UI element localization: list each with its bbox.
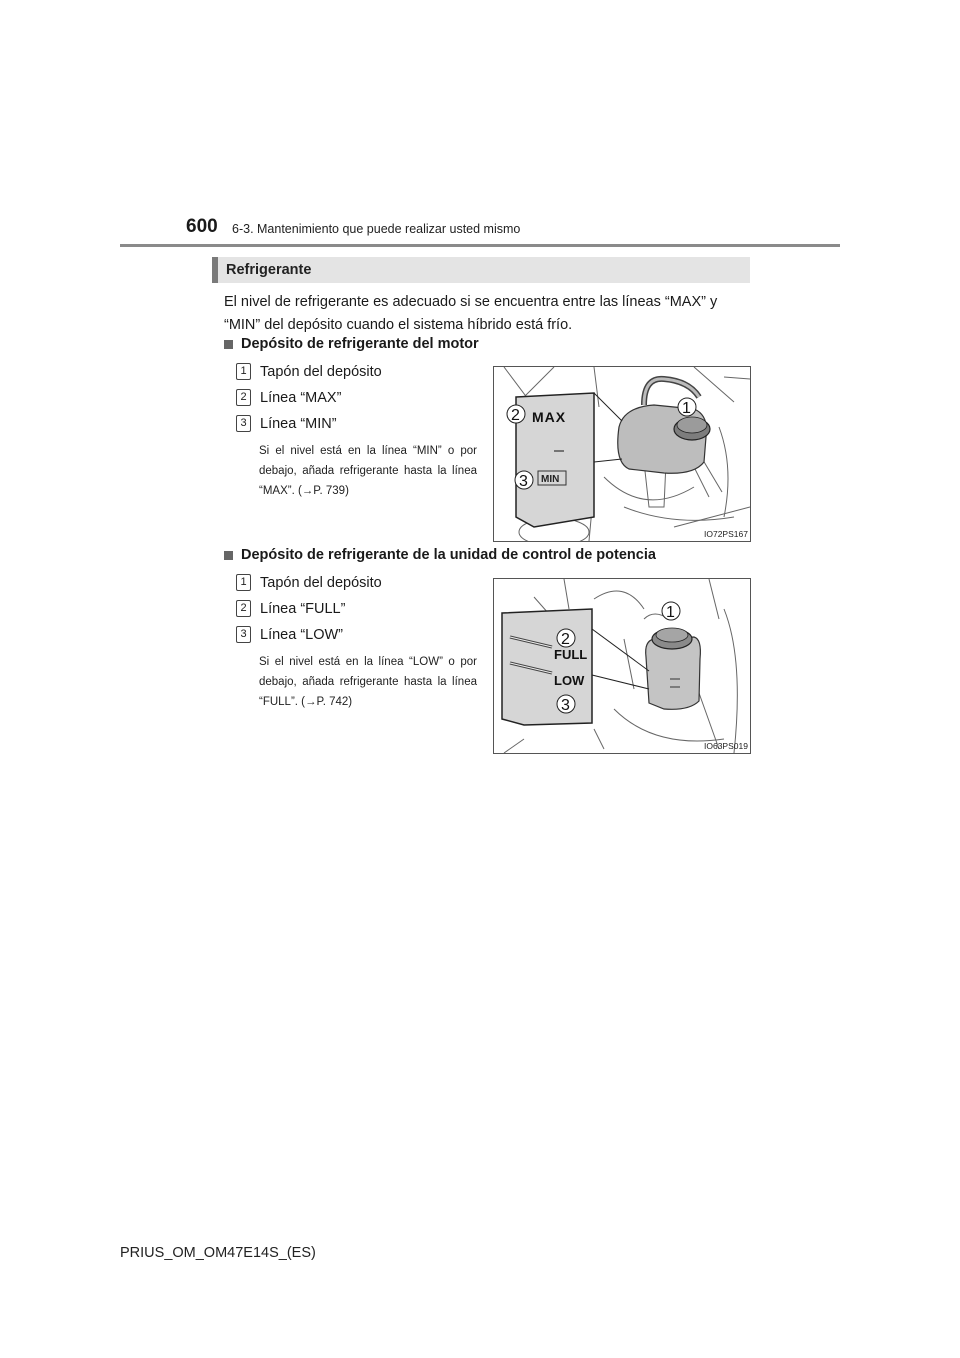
zoom-leader-top bbox=[594, 393, 622, 421]
callout-number: 1 bbox=[236, 363, 251, 380]
engine-item-label: Línea “MAX” bbox=[260, 389, 342, 406]
svg-text:1: 1 bbox=[666, 604, 675, 621]
max-mark: MAX bbox=[532, 409, 567, 425]
bullet-square-icon bbox=[224, 551, 233, 560]
section-title: Refrigerante bbox=[226, 262, 312, 278]
svg-text:3: 3 bbox=[519, 473, 528, 490]
zoom-leader-bottom bbox=[592, 675, 649, 689]
pcu-item-2 bbox=[236, 600, 345, 617]
engine-item-label: Tapón del depósito bbox=[260, 363, 382, 380]
intro-paragraph: El nivel de refrigerante es adecuado si se encuentra entre las líneas “MAX” y “MIN” del depósito cuando el sistema híbrido está frío. bbox=[224, 294, 718, 333]
callout-number: 1 bbox=[236, 574, 251, 591]
engine-item-3 bbox=[236, 415, 337, 432]
engine-item-1 bbox=[236, 363, 382, 380]
callout-1 bbox=[662, 602, 680, 621]
full-mark: FULL bbox=[554, 647, 588, 662]
section-header: 6-3. Mantenimiento que puede realizar usted mismo bbox=[232, 222, 521, 236]
engine-reservoir-heading-text: Depósito de refrigerante del motor bbox=[241, 336, 479, 352]
zoom-leader-top bbox=[592, 629, 649, 671]
figure-code: IO72PS167 bbox=[704, 529, 748, 539]
pcu-item-label: Tapón del depósito bbox=[260, 574, 382, 591]
bullet-square-icon bbox=[224, 340, 233, 349]
section-title-bar bbox=[212, 257, 750, 283]
pcu-reservoir-heading-text: Depósito de refrigerante de la unidad de control de potencia bbox=[241, 547, 656, 563]
section-accent bbox=[212, 257, 218, 283]
pcu-reservoir-illustration bbox=[493, 578, 751, 754]
pcu-item-label: Línea “FULL” bbox=[260, 600, 346, 617]
callout-number: 2 bbox=[236, 389, 251, 406]
pcu-item-3 bbox=[236, 626, 343, 643]
pcu-item-label: Línea “LOW” bbox=[260, 626, 343, 643]
engine-reservoir-illustration bbox=[493, 366, 751, 542]
svg-text:2: 2 bbox=[511, 407, 520, 424]
zoom-leader-bottom bbox=[594, 459, 622, 462]
header-divider bbox=[120, 244, 840, 247]
pcu-note: Si el nivel está en la línea “LOW” o por debajo, añada refrigerante hasta la línea “FULL”. (→P. 742) bbox=[259, 656, 477, 708]
svg-text:1: 1 bbox=[682, 400, 691, 417]
figure-code: IO63PS019 bbox=[704, 741, 748, 751]
svg-text:2: 2 bbox=[561, 631, 570, 648]
min-mark: MIN bbox=[541, 474, 560, 485]
callout-number: 3 bbox=[236, 415, 251, 432]
engine-reservoir-heading bbox=[224, 336, 479, 352]
pcu-reservoir-heading bbox=[224, 547, 656, 563]
engine-note: Si el nivel está en la línea “MIN” o por debajo, añada refrigerante hasta la línea “MAX”. (→P. 739) bbox=[259, 445, 477, 497]
low-mark: LOW bbox=[554, 673, 585, 688]
zoom-inset bbox=[502, 609, 592, 725]
svg-text:3: 3 bbox=[561, 697, 570, 714]
page-number: 600 bbox=[186, 216, 218, 237]
pcu-item-1 bbox=[236, 574, 382, 591]
engine-item-label: Línea “MIN” bbox=[260, 415, 337, 432]
document-id: PRIUS_OM_OM47E14S_(ES) bbox=[120, 1245, 316, 1261]
callout-number: 3 bbox=[236, 626, 251, 643]
callout-number: 2 bbox=[236, 600, 251, 617]
engine-item-2 bbox=[236, 389, 341, 406]
